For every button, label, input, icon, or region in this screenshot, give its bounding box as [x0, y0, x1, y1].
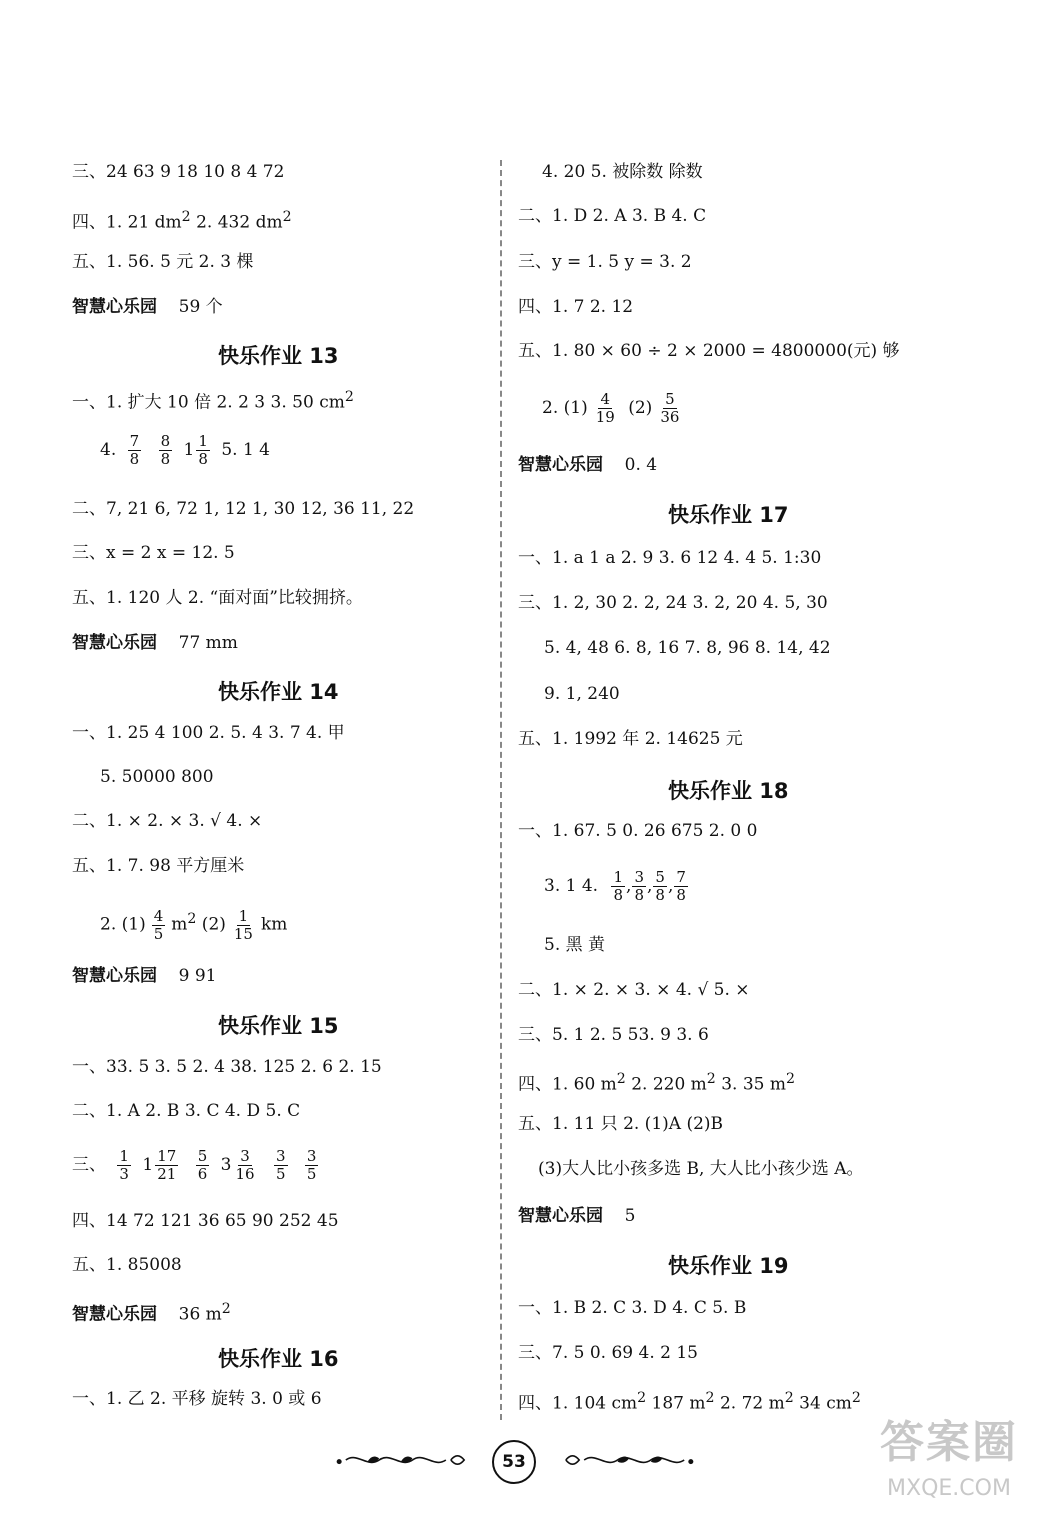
fraction: $\frac{4}{5}$ — [153, 906, 164, 943]
answer-line: 三、5. 1 2. 5 53. 9 3. 6 — [518, 1025, 709, 1045]
column-divider — [500, 160, 502, 1420]
fraction: $\frac{3}{5}$ — [306, 1147, 317, 1183]
answer-line: 2. (1) $\frac{4}{19}$ (2) $\frac{5}{36}$ — [542, 390, 680, 426]
answer-line: 三、1. 2, 30 2. 2, 24 3. 2, 20 4. 5, 30 — [518, 593, 828, 613]
answer-line: 二、1. × 2. × 3. × 4. √ 5. × — [518, 980, 750, 1000]
answer-line: 五、1. 1992 年 2. 14625 元 — [518, 729, 743, 749]
answer-line: 四、1. 21 $dm^2$ 2. 432 $dm^2$ — [72, 209, 292, 233]
answer-line: 一、33. 5 3. 5 2. 4 38. 125 2. 6 2. 15 — [72, 1057, 382, 1077]
fraction: $\frac{3}{5}$ — [275, 1147, 286, 1183]
section-heading: 快乐作业 16 — [218, 1347, 339, 1371]
answer-line: 二、1. × 2. × 3. √ 4. × — [72, 811, 263, 831]
answer-line: 五、1. 120 人 2. “面对面”比较拥挤。 — [72, 588, 363, 608]
answer-line: 2. (1) $\frac{4}{5}$ $m^2$ (2) $\frac{1}{15}$ km — [100, 906, 288, 943]
fraction: $\frac{4}{19}$ — [595, 390, 615, 426]
section-heading: 快乐作业 14 — [218, 680, 339, 704]
answer-line: 五、1. 80 × 60 ÷ 2 × 2000 = 4800000(元) 够 — [518, 341, 900, 361]
answer-line: 四、1. 104 $cm^2$ 187 $m^2$ 2. 72 $m^2$ 34 $cm^2$ — [518, 1390, 861, 1414]
fraction: $\frac{1}{3}$ — [119, 1147, 129, 1183]
answer-line: 四、14 72 121 36 65 90 252 45 — [72, 1211, 339, 1231]
answer-line: 三、24 63 9 18 10 8 4 72 — [72, 162, 285, 182]
section-heading: 快乐作业 18 — [668, 779, 789, 803]
bonus-line: 智慧心乐园 5 — [518, 1206, 636, 1226]
answer-line: 5. 4, 48 6. 8, 16 7. 8, 96 8. 14, 42 — [544, 638, 831, 658]
section-heading: 快乐作业 15 — [218, 1014, 339, 1038]
answer-line: 5. 黑 黄 — [544, 935, 606, 955]
answer-line: 二、1. D 2. A 3. B 4. C — [518, 206, 707, 226]
answer-line: 五、1. 56. 5 元 2. 3 棵 — [72, 252, 254, 272]
answer-line: 五、1. 85008 — [72, 1255, 182, 1275]
fraction: $\frac{3}{8}$ — [634, 868, 644, 904]
fraction: $\frac{17}{21}$ — [157, 1147, 177, 1183]
fraction: $\frac{1}{15}$ — [233, 906, 253, 943]
answer-line: 3. 1 4. $\frac{1}{8}$ , $\frac{3}{8}$ , $\frac{5}{8}$ , $\frac{7}{8}$ — [544, 868, 686, 904]
answer-line: 三、y = 1. 5 y = 3. 2 — [518, 252, 692, 272]
answer-line: 9. 1, 240 — [544, 684, 620, 704]
answer-line: 一、1. 67. 5 0. 26 675 2. 0 0 — [518, 821, 758, 841]
fraction: $\frac{7}{8}$ — [129, 432, 140, 468]
answer-line: 一、1. B 2. C 3. D 4. C 5. B — [518, 1298, 747, 1318]
bonus-line: 智慧心乐园 36 $m^2$ — [72, 1301, 231, 1325]
footer-ornament-right-icon — [540, 1450, 710, 1470]
fraction: $\frac{8}{8}$ — [160, 432, 171, 468]
fraction: $\frac{7}{8}$ — [676, 868, 686, 904]
answer-line: 四、1. 60 $m^2$ 2. 220 $m^2$ 3. 35 $m^2$ — [518, 1071, 796, 1095]
bonus-line: 智慧心乐园 59 个 — [72, 297, 223, 317]
answer-line: 五、1. 11 只 2. (1)A (2)B — [518, 1114, 724, 1134]
answer-line: 三、x = 2 x = 12. 5 — [72, 543, 235, 563]
answer-line: 4. $\frac{7}{8}$ $\frac{8}{8}$ 1 $\frac{1}{8}$ 5. 1 4 — [100, 432, 270, 468]
answer-line: 二、1. A 2. B 3. C 4. D 5. C — [72, 1101, 301, 1121]
fraction: $\frac{1}{8}$ — [198, 432, 208, 468]
fraction: $\frac{5}{8}$ — [655, 868, 665, 904]
footer-ornament-left-icon — [320, 1450, 490, 1470]
fraction: $\frac{5}{36}$ — [660, 390, 680, 426]
answer-line: 二、7, 21 6, 72 1, 12 1, 30 12, 36 11, 22 — [72, 499, 415, 519]
section-heading: 快乐作业 19 — [668, 1254, 789, 1278]
answer-line: 4. 20 5. 被除数 除数 — [542, 162, 703, 182]
answer-line: 一、1. a 1 a 2. 9 3. 6 12 4. 4 5. 1:30 — [518, 548, 822, 568]
watermark: 答案圈 MXQE.COM — [880, 1417, 1018, 1501]
page-number: 53 — [492, 1440, 536, 1484]
answer-line: 一、1. 扩大 10 倍 2. 2 3 3. 50 $cm^2$ — [72, 389, 354, 413]
bonus-line: 智慧心乐园 77 mm — [72, 633, 238, 653]
section-heading: 快乐作业 13 — [218, 344, 339, 368]
answer-line: 一、1. 乙 2. 平移 旋转 3. 0 或 6 — [72, 1389, 322, 1409]
answer-line: 五、1. 7. 98 平方厘米 — [72, 856, 245, 876]
answer-line: (3)大人比小孩多选 B, 大人比小孩少选 A。 — [538, 1159, 864, 1179]
fraction: $\frac{5}{6}$ — [197, 1147, 208, 1183]
fraction: $\frac{3}{16}$ — [235, 1147, 255, 1183]
fraction: $\frac{1}{8}$ — [613, 868, 624, 904]
bonus-line: 智慧心乐园 0. 4 — [518, 455, 658, 475]
bonus-line: 智慧心乐园 9 91 — [72, 966, 217, 986]
section-heading: 快乐作业 17 — [668, 503, 789, 527]
answer-line: 三、7. 5 0. 69 4. 2 15 — [518, 1343, 698, 1363]
answer-line: 四、1. 7 2. 12 — [518, 297, 634, 317]
answer-line: 三、 $\frac{1}{3}$ 1 $\frac{17}{21}$ $\frac{5}{6}$ 3 $\frac{3}{16}$ $\frac{3}{5}$ $\frac{3}{5}$ — [72, 1147, 317, 1183]
answer-line: 5. 50000 800 — [100, 767, 214, 787]
answer-line: 一、1. 25 4 100 2. 5. 4 3. 7 4. 甲 — [72, 723, 345, 743]
